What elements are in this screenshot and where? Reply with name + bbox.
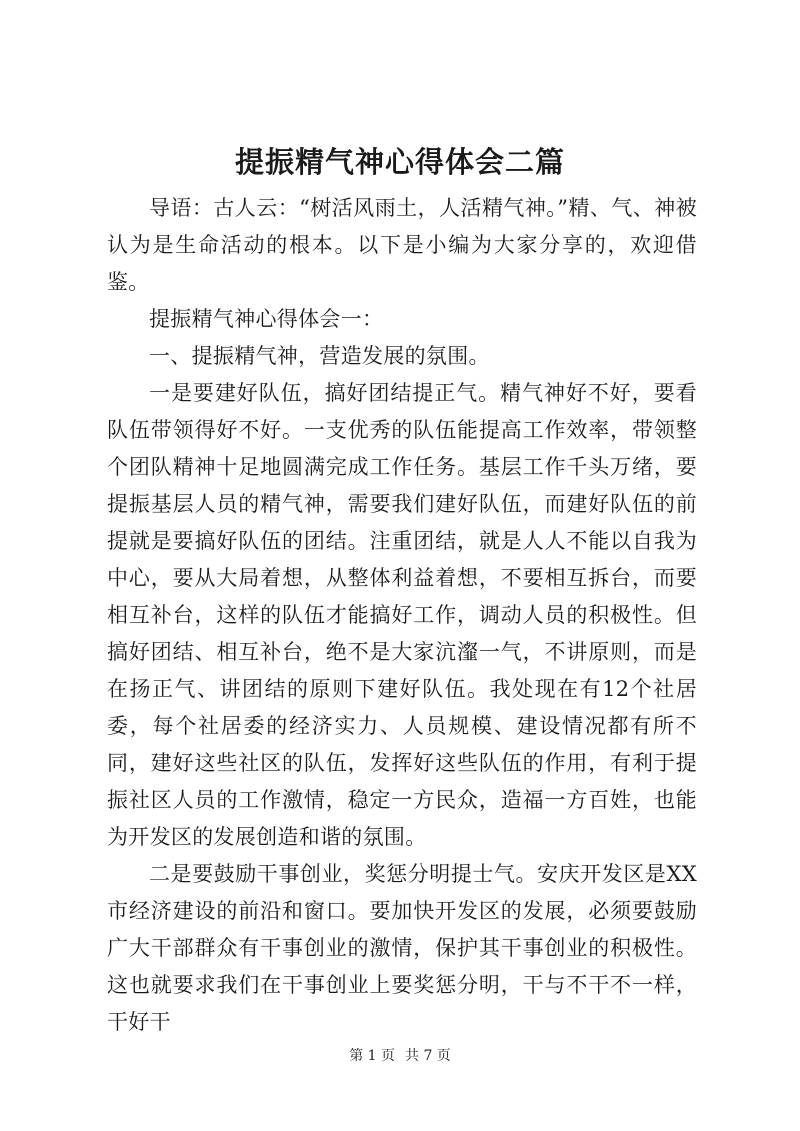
document-title: 提振精气神心得体会二篇 [234, 145, 565, 179]
section-heading: 提振精气神心得体会一： [149, 307, 384, 331]
intro-paragraph: 导语：古人云：“树活风雨土，人活精气神。”精、气、神被认为是生命活动的根本。以下是小编为大家分享的，欢迎借鉴。 [107, 196, 697, 294]
page-footer [0, 1046, 800, 1066]
body-paragraph: 一是要建好队伍，搞好团结提正气。精气神好不好，要看队伍带领得好不好。一支优秀的队伍能提高工作效率，带领整个团队精神十足地圆满完成工作任务。基层工作千头万绪，要提振基层人员的精气神，需要我们建好队伍，而建好队伍的前提就是要搞好队伍的团结。注重团结，就是人人不能以自我为中心，要从大局着想，从整体利益着想，不要相互拆台，而要相互补台，这样的队伍才能搞好工作，调动人员的积极性。但搞好团结、相互补台，绝不是大家沆瀣一气，不讲原则，而是在扬正气、讲团结的原则下建好队伍。我处现在有12个社居委，每个社居委的经济实力、人员规模、建设情况都有所不同，建好这些社区的队伍，发挥好这些队伍的作用，有利于提振社区人员的工作激情，稳定一方民众，造福一方百姓，也能为开发区的发展创造和谐的氛围。 [107, 381, 697, 849]
subsection-heading: 一、提振精气神，营造发展的氛围。 [149, 344, 490, 368]
page-number: 第 1 页 [349, 1048, 395, 1064]
page-total: 共 7 页 [405, 1048, 451, 1064]
body-paragraph: 二是要鼓励干事创业，奖惩分明提士气。安庆开发区是XX市经济建设的前沿和窗口。要加快开发区的发展，必须要鼓励广大干部群众有干事创业的激情，保护其干事创业的积极性。这也就要求我们在干事创业上要奖惩分明，干与不干不一样，干好干 [107, 862, 697, 1034]
document-body [107, 190, 697, 1041]
